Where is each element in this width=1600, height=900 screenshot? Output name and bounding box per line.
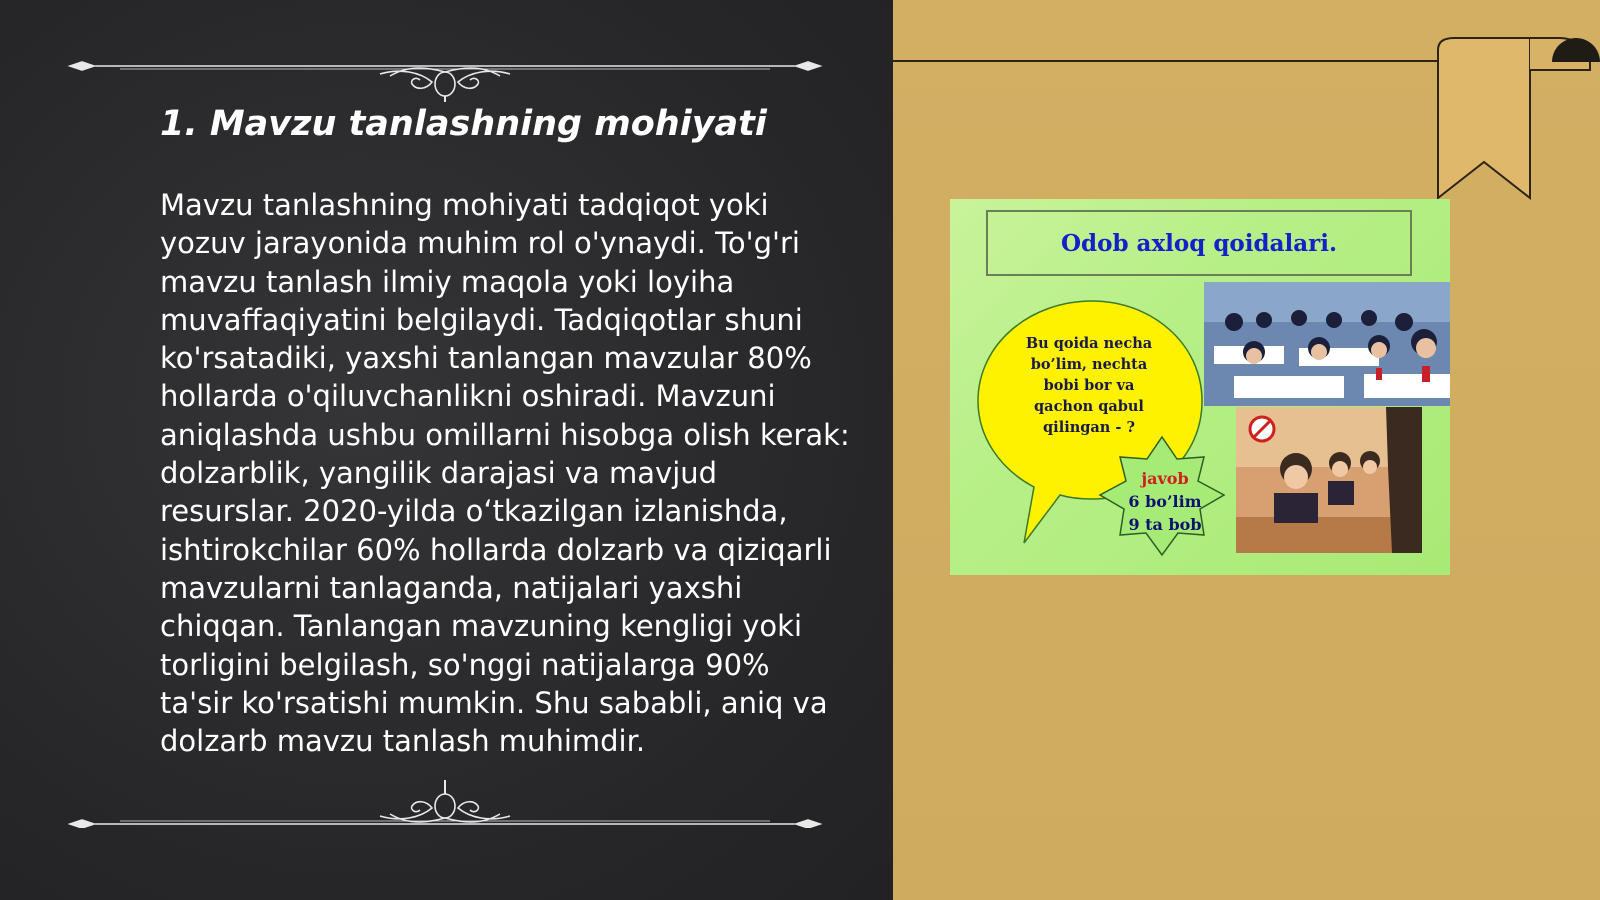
top-ornament [60, 42, 830, 102]
teacher-photo [1236, 407, 1422, 553]
answer-label: javob [1141, 469, 1189, 488]
answer-block [1115, 467, 1215, 536]
classroom-photo [1204, 282, 1450, 406]
bookmark-ribbon [1430, 30, 1600, 210]
slide-picture [950, 199, 1450, 575]
body-paragraph: Mavzu tanlashning mohiyati tadqiqot yoki yozuv jarayonida muhim rol o'ynaydi. To'g'ri mavzu tanlash ilmiy maqola yoki loyiha muvaffaqiyatini belgilaydi. Tadqiqotlar shuni ko'rsatadiki, yaxshi tanlangan mavzular 80% hollarda o'qiluvchanlikni oshiradi. Mavzuni aniqlashda ushbu omillarni hisobga olish kerak: dolzarblik, yangilik darajasi va mavjud resurslar. 2020-yilda o‘tkazilgan izlanishda, ishtirokchilar 60% hollarda dolzarb va qiziqarli mavzularni tanlaganda, natijalari yaxshi chiqqan. Tanlangan mavzuning kengligi yoki torligini belgilash, so'nggi natijalarga 90% ta'sir ko'rsatishi mumkin. Shu sababli, aniq va dolzarb mavzu tanlash muhimdir. [160, 188, 850, 759]
answer-chapters: 9 ta bob [1128, 515, 1202, 534]
picture-title-box [986, 210, 1412, 276]
bottom-ornament [60, 768, 830, 828]
picture-title: Odob axloq qoidalari. [1061, 229, 1337, 257]
slide-title: 1. Mavzu tanlashning mohiyati [160, 104, 767, 144]
bubble-question: Bu qoida necha bo’lim, nechta bobi bor va qachon qabul qilingan - ? [1025, 335, 1153, 436]
divider-line [893, 60, 1438, 62]
answer-sections: 6 bo’lim [1128, 492, 1202, 511]
